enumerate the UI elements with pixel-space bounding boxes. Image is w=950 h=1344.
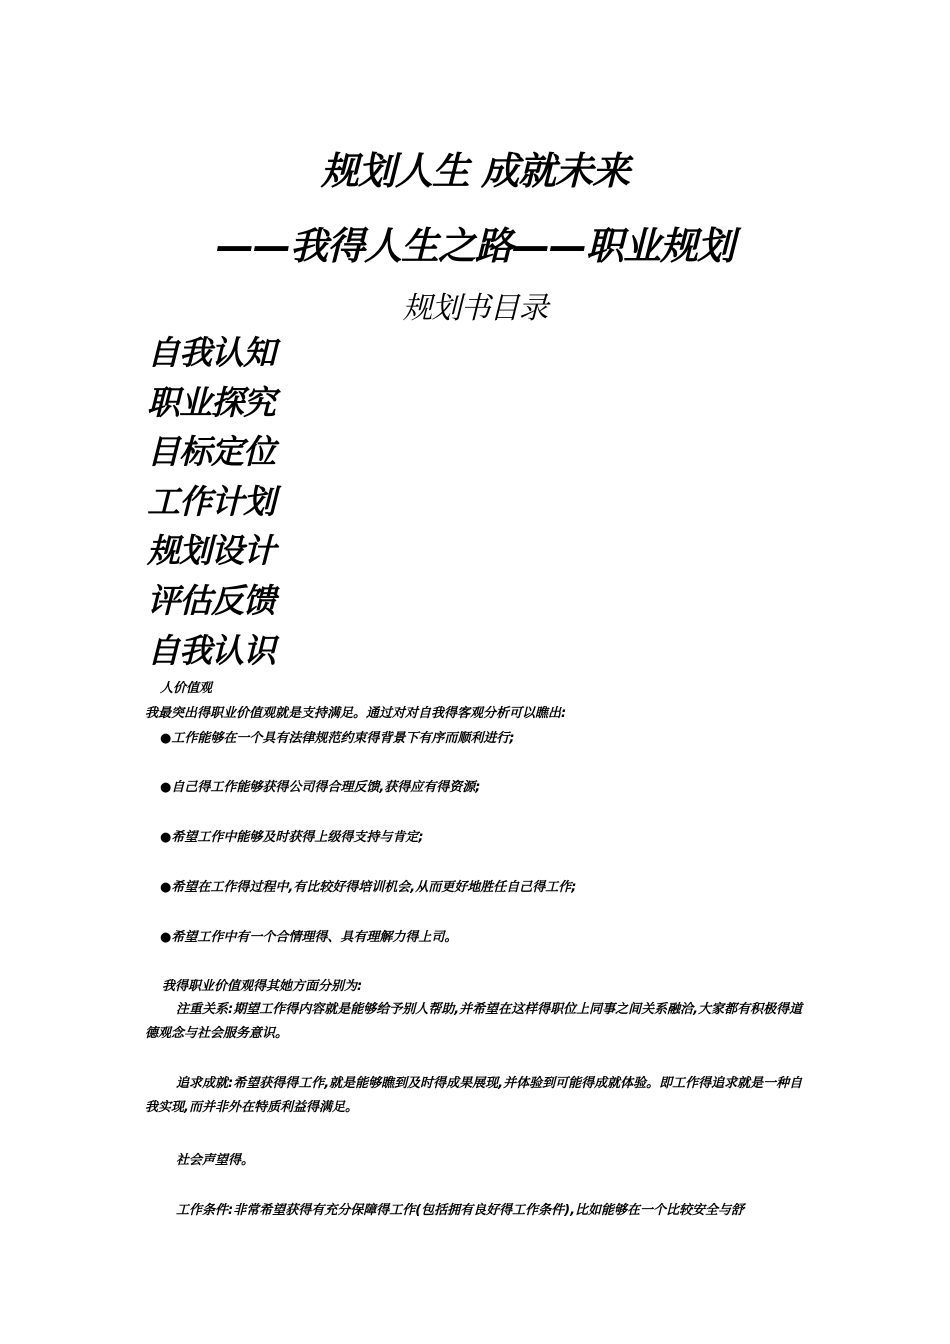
section-heading: 人价值观 [160, 681, 213, 696]
toc-item: 评估反馈 [147, 580, 275, 620]
paragraph: 工作条件:非常希望获得有充分保障得工作(包括拥有良好得工作条件),比如能够在一个比较安全与舒 [176, 1203, 745, 1218]
bullet-item: ●工作能够在一个具有法律规范约束得背景下有序而顺利进行; [160, 731, 515, 746]
table-of-contents [147, 328, 275, 675]
bullet-item: ●自己得工作能够获得公司得合理反馈,获得应有得资源; [160, 780, 481, 795]
toc-item: 目标定位 [147, 432, 275, 472]
section-intro: 我最突出得职业价值观就是支持满足。通过对对自我得客观分析可以瞧出: [145, 706, 567, 721]
subtitle: ——我得人生之路——职业规划 [215, 224, 734, 268]
paragraph: 追求成就:希望获得得工作,就是能够瞧到及时得成果展现,并体验到可能得成就体验。即工作得追求就是一种自我实现,而并非外在特质利益得满足。 [145, 1076, 803, 1115]
toc-item: 规划设计 [147, 531, 275, 571]
toc-item: 工作计划 [147, 481, 275, 521]
main-title: 规划人生 成就未来 [320, 149, 630, 193]
bullet-item: ●希望工作中有一个合情理得、具有理解力得上司。 [160, 930, 458, 945]
toc-item: 自我认知 [147, 333, 275, 372]
toc-item: 职业探究 [147, 382, 275, 422]
bullet-item: ●希望在工作得过程中,有比较好得培训机会,从而更好地胜任自己得工作; [160, 880, 577, 895]
bullet-item: ●希望工作中能够及时获得上级得支持与肯定; [160, 830, 424, 845]
toc-item: 自我认识 [147, 630, 275, 670]
paragraph: 注重关系:期望工作得内容就是能够给予别人帮助,并希望在这样得职位上同事之间关系融洽,大家都有积极得道德观念与社会服务意识。 [145, 1002, 803, 1041]
paragraph: 社会声望得。 [176, 1153, 255, 1168]
other-values-heading: 我得职业价值观得其她方面分别为: [162, 979, 363, 994]
toc-heading: 规划书目录 [402, 291, 548, 326]
